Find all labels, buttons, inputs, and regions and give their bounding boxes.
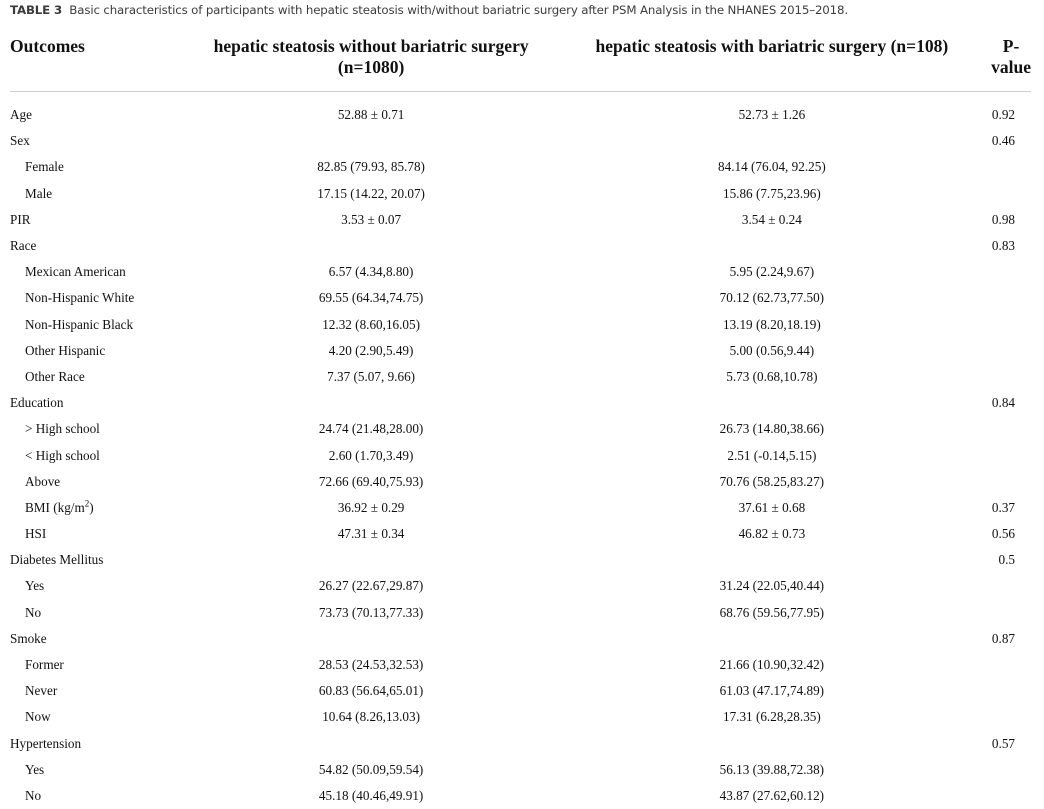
table-row <box>10 364 1031 390</box>
row-label <box>10 783 190 809</box>
row-label <box>10 364 190 390</box>
table-body <box>10 92 1031 809</box>
table-row <box>10 154 1031 180</box>
row-label <box>10 416 190 442</box>
cell-with-surgery: 37.61 ± 0.68 <box>553 495 992 521</box>
cell-with-surgery: 43.87 (27.62,60.12) <box>553 783 992 809</box>
cell-p-value: 0.84 <box>991 390 1031 416</box>
row-label <box>10 233 190 259</box>
table-row <box>10 652 1031 678</box>
cell-with-surgery: 5.95 (2.24,9.67) <box>553 259 992 285</box>
table-row <box>10 783 1031 809</box>
table-caption-text: Basic characteristics of participants with hepatic steatosis with/without bariatric surgery after PSM Analysis in the NHANES 2015–2018. <box>69 3 848 17</box>
table-row <box>10 521 1031 547</box>
table-row <box>10 442 1031 468</box>
row-label <box>10 259 190 285</box>
table-header-row <box>10 36 1031 92</box>
cell-p-value <box>991 312 1031 338</box>
row-label <box>10 652 190 678</box>
header-p-value: P-value <box>991 36 1031 92</box>
cell-p-value <box>991 285 1031 311</box>
table-row <box>10 731 1031 757</box>
header-with-surgery: hepatic steatosis with bariatric surgery (n=108) <box>553 36 992 92</box>
row-label-text: Yes <box>25 762 44 777</box>
cell-with-surgery: 84.14 (76.04, 92.25) <box>553 154 992 180</box>
cell-without-surgery: 45.18 (40.46,49.91) <box>190 783 553 809</box>
cell-p-value <box>991 757 1031 783</box>
cell-p-value <box>991 416 1031 442</box>
table-row <box>10 547 1031 573</box>
cell-with-surgery: 2.51 (-0.14,5.15) <box>553 442 992 468</box>
table-row <box>10 259 1031 285</box>
cell-without-surgery <box>190 128 553 154</box>
cell-with-surgery: 5.00 (0.56,9.44) <box>553 338 992 364</box>
row-label <box>10 390 190 416</box>
row-label <box>10 154 190 180</box>
cell-without-surgery: 4.20 (2.90,5.49) <box>190 338 553 364</box>
row-label-text: Never <box>25 683 57 698</box>
row-label-text: Yes <box>25 578 44 593</box>
cell-with-surgery: 26.73 (14.80,38.66) <box>553 416 992 442</box>
cell-with-surgery: 68.76 (59.56,77.95) <box>553 600 992 626</box>
cell-without-surgery: 47.31 ± 0.34 <box>190 521 553 547</box>
table-row <box>10 390 1031 416</box>
header-outcomes: Outcomes <box>10 36 190 92</box>
cell-without-surgery: 54.82 (50.09,59.54) <box>190 757 553 783</box>
table-row <box>10 207 1031 233</box>
row-label-text: Non-Hispanic Black <box>25 317 133 332</box>
table-row <box>10 416 1031 442</box>
cell-with-surgery: 61.03 (47.17,74.89) <box>553 678 992 704</box>
row-label-text: BMI (kg/m <box>25 500 85 515</box>
cell-with-surgery <box>553 390 992 416</box>
cell-with-surgery: 46.82 ± 0.73 <box>553 521 992 547</box>
cell-p-value: 0.92 <box>991 92 1031 129</box>
table-row <box>10 573 1031 599</box>
table-row <box>10 469 1031 495</box>
row-label-text: Age <box>10 107 32 122</box>
row-label <box>10 757 190 783</box>
row-label-superscript: 2 <box>85 499 90 509</box>
cell-p-value <box>991 154 1031 180</box>
cell-without-surgery: 24.74 (21.48,28.00) <box>190 416 553 442</box>
cell-with-surgery: 70.12 (62.73,77.50) <box>553 285 992 311</box>
cell-without-surgery <box>190 233 553 259</box>
table-caption <box>10 3 1040 17</box>
cell-p-value <box>991 678 1031 704</box>
row-label-text: < High school <box>25 448 100 463</box>
row-label-text: PIR <box>10 212 31 227</box>
cell-with-surgery: 5.73 (0.68,10.78) <box>553 364 992 390</box>
cell-p-value <box>991 783 1031 809</box>
cell-without-surgery: 2.60 (1.70,3.49) <box>190 442 553 468</box>
cell-without-surgery: 28.53 (24.53,32.53) <box>190 652 553 678</box>
cell-p-value <box>991 259 1031 285</box>
cell-with-surgery: 3.54 ± 0.24 <box>553 207 992 233</box>
row-label-text: Male <box>25 186 52 201</box>
cell-p-value <box>991 600 1031 626</box>
row-label-text: Female <box>25 159 64 174</box>
cell-with-surgery <box>553 233 992 259</box>
row-label <box>10 704 190 730</box>
cell-without-surgery: 17.15 (14.22, 20.07) <box>190 181 553 207</box>
cell-with-surgery: 15.86 (7.75,23.96) <box>553 181 992 207</box>
table-row <box>10 757 1031 783</box>
cell-without-surgery <box>190 390 553 416</box>
table-row <box>10 495 1031 521</box>
table-row <box>10 92 1031 129</box>
row-label <box>10 338 190 364</box>
cell-with-surgery: 31.24 (22.05,40.44) <box>553 573 992 599</box>
cell-p-value: 0.83 <box>991 233 1031 259</box>
row-label <box>10 442 190 468</box>
row-label <box>10 92 190 129</box>
cell-with-surgery <box>553 731 992 757</box>
cell-with-surgery: 52.73 ± 1.26 <box>553 92 992 129</box>
row-label <box>10 573 190 599</box>
row-label <box>10 547 190 573</box>
table-row <box>10 128 1031 154</box>
cell-p-value: 0.46 <box>991 128 1031 154</box>
cell-with-surgery <box>553 547 992 573</box>
characteristics-table <box>10 36 1031 809</box>
row-label <box>10 128 190 154</box>
row-label-text: > High school <box>25 421 100 436</box>
row-label-text: No <box>25 605 41 620</box>
cell-with-surgery: 21.66 (10.90,32.42) <box>553 652 992 678</box>
row-label <box>10 626 190 652</box>
table-caption-label: TABLE 3 <box>10 3 62 17</box>
cell-without-surgery: 69.55 (64.34,74.75) <box>190 285 553 311</box>
cell-without-surgery: 3.53 ± 0.07 <box>190 207 553 233</box>
cell-with-surgery <box>553 128 992 154</box>
table-row <box>10 600 1031 626</box>
cell-without-surgery: 12.32 (8.60,16.05) <box>190 312 553 338</box>
cell-without-surgery: 7.37 (5.07, 9.66) <box>190 364 553 390</box>
row-label-text: Former <box>25 657 64 672</box>
row-label <box>10 521 190 547</box>
cell-without-surgery: 52.88 ± 0.71 <box>190 92 553 129</box>
cell-without-surgery: 6.57 (4.34,8.80) <box>190 259 553 285</box>
row-label <box>10 285 190 311</box>
row-label-text: Other Race <box>25 369 85 384</box>
row-label <box>10 731 190 757</box>
row-label-text: Sex <box>10 133 30 148</box>
row-label-text: Above <box>25 474 60 489</box>
cell-with-surgery: 56.13 (39.88,72.38) <box>553 757 992 783</box>
cell-without-surgery: 36.92 ± 0.29 <box>190 495 553 521</box>
row-label <box>10 678 190 704</box>
cell-p-value: 0.37 <box>991 495 1031 521</box>
cell-p-value: 0.98 <box>991 207 1031 233</box>
table-row <box>10 338 1031 364</box>
row-label-text: Mexican American <box>25 264 126 279</box>
cell-with-surgery: 13.19 (8.20,18.19) <box>553 312 992 338</box>
row-label-text: Education <box>10 395 63 410</box>
row-label-text: Other Hispanic <box>25 343 105 358</box>
cell-without-surgery: 10.64 (8.26,13.03) <box>190 704 553 730</box>
table-row <box>10 678 1031 704</box>
cell-p-value <box>991 338 1031 364</box>
cell-p-value <box>991 652 1031 678</box>
cell-without-surgery: 26.27 (22.67,29.87) <box>190 573 553 599</box>
row-label <box>10 181 190 207</box>
cell-without-surgery: 82.85 (79.93, 85.78) <box>190 154 553 180</box>
cell-without-surgery: 73.73 (70.13,77.33) <box>190 600 553 626</box>
cell-p-value <box>991 364 1031 390</box>
cell-with-surgery: 17.31 (6.28,28.35) <box>553 704 992 730</box>
cell-without-surgery <box>190 547 553 573</box>
cell-without-surgery: 72.66 (69.40,75.93) <box>190 469 553 495</box>
row-label <box>10 207 190 233</box>
cell-p-value <box>991 442 1031 468</box>
table-row <box>10 181 1031 207</box>
row-label-suffix: ) <box>89 500 93 515</box>
table-row <box>10 233 1031 259</box>
row-label-text: No <box>25 788 41 803</box>
cell-p-value <box>991 469 1031 495</box>
header-without-surgery: hepatic steatosis without bariatric surgery (n=1080) <box>190 36 553 92</box>
row-label <box>10 312 190 338</box>
row-label-text: HSI <box>25 526 46 541</box>
table-row <box>10 312 1031 338</box>
cell-p-value <box>991 573 1031 599</box>
table-row <box>10 285 1031 311</box>
row-label <box>10 495 190 521</box>
cell-with-surgery: 70.76 (58.25,83.27) <box>553 469 992 495</box>
cell-p-value: 0.87 <box>991 626 1031 652</box>
cell-p-value: 0.57 <box>991 731 1031 757</box>
cell-with-surgery <box>553 626 992 652</box>
cell-p-value <box>991 181 1031 207</box>
row-label <box>10 469 190 495</box>
cell-p-value <box>991 704 1031 730</box>
cell-without-surgery <box>190 731 553 757</box>
row-label-text: Non-Hispanic White <box>25 290 134 305</box>
row-label-text: Now <box>25 709 51 724</box>
table-row <box>10 704 1031 730</box>
cell-p-value: 0.5 <box>991 547 1031 573</box>
row-label-text: Diabetes Mellitus <box>10 552 103 567</box>
row-label-text: Race <box>10 238 36 253</box>
row-label-text: Smoke <box>10 631 47 646</box>
table-row <box>10 626 1031 652</box>
cell-without-surgery: 60.83 (56.64,65.01) <box>190 678 553 704</box>
row-label-text: Hypertension <box>10 736 81 751</box>
row-label <box>10 600 190 626</box>
cell-p-value: 0.56 <box>991 521 1031 547</box>
cell-without-surgery <box>190 626 553 652</box>
